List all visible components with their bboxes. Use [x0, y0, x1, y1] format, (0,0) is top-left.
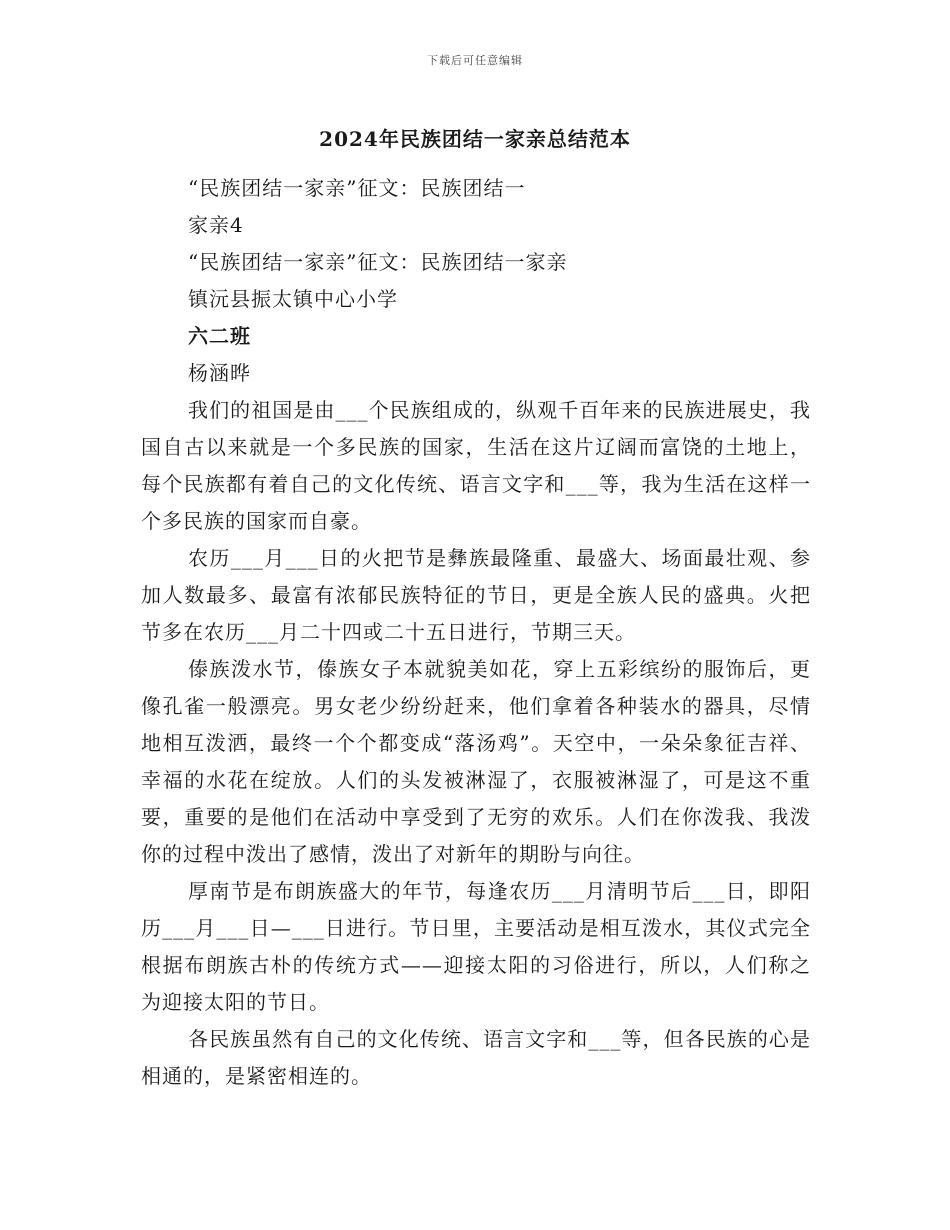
paragraph-5: 各民族虽然有自己的文化传统、语言文字和___等，但各民族的心是相通的，是紧密相连的。 — [141, 1027, 811, 1088]
paragraph-3: 傣族泼水节，傣族女子本就貌美如花，穿上五彩缤纷的服饰后，更像孔雀一般漂亮。男女老少纷纷赶来，他们拿着各种装水的器具，尽情地相互泼洒，最终一个个都变成“落汤鸡”。天空中，一朵朵象征吉祥、幸福的水花在绽放。人们的头发被淋湿了，衣服被淋湿了，可是这不重要，重要的是他们在活动中享受到了无穷的欢乐。人们在你泼我、我泼你的过程中泼出了感情，泼出了对新年的期盼与向往。 — [141, 657, 811, 866]
document-body — [141, 170, 811, 1095]
page-header-note: 下载后可任意编辑 — [427, 54, 523, 67]
document-title: 2024年民族团结一家亲总结范本 — [319, 127, 631, 151]
subtitle-line-3: “民族团结一家亲”征文：民族团结一家亲 — [188, 250, 568, 274]
paragraph-2: 农历___月___日的火把节是彝族最隆重、最盛大、场面最壮观、参加人数最多、最富有浓郁民族特征的节日，更是全族人民的盛典。火把节多在农历___月二十四或二十五日进行，节期三天。 — [141, 546, 811, 644]
author-name: 杨涵晔 — [188, 361, 251, 385]
paragraph-4: 厚南节是布朗族盛大的年节，每逢农历___月清明节后___日，即阳历___月___日—___日进行。节日里，主要活动是相互泼水，其仪式完全根据布朗族古朴的传统方式——迎接太阳的习俗进行，所以，人们称之为迎接太阳的节日。 — [141, 879, 811, 1014]
author-school: 镇沅县振太镇中心小学 — [188, 287, 398, 311]
subtitle-line-1: “民族团结一家亲”征文：民族团结一 — [188, 176, 526, 200]
subtitle-line-2: 家亲4 — [188, 213, 244, 237]
author-class: 六二班 — [188, 324, 251, 348]
paragraph-1: 我们的祖国是由___个民族组成的，纵观千百年来的民族进展史，我国自古以来就是一个多民族的国家，生活在这片辽阔而富饶的土地上，每个民族都有着自己的文化传统、语言文字和___等，我为生活在这样一个多民族的国家而自豪。 — [141, 398, 811, 533]
